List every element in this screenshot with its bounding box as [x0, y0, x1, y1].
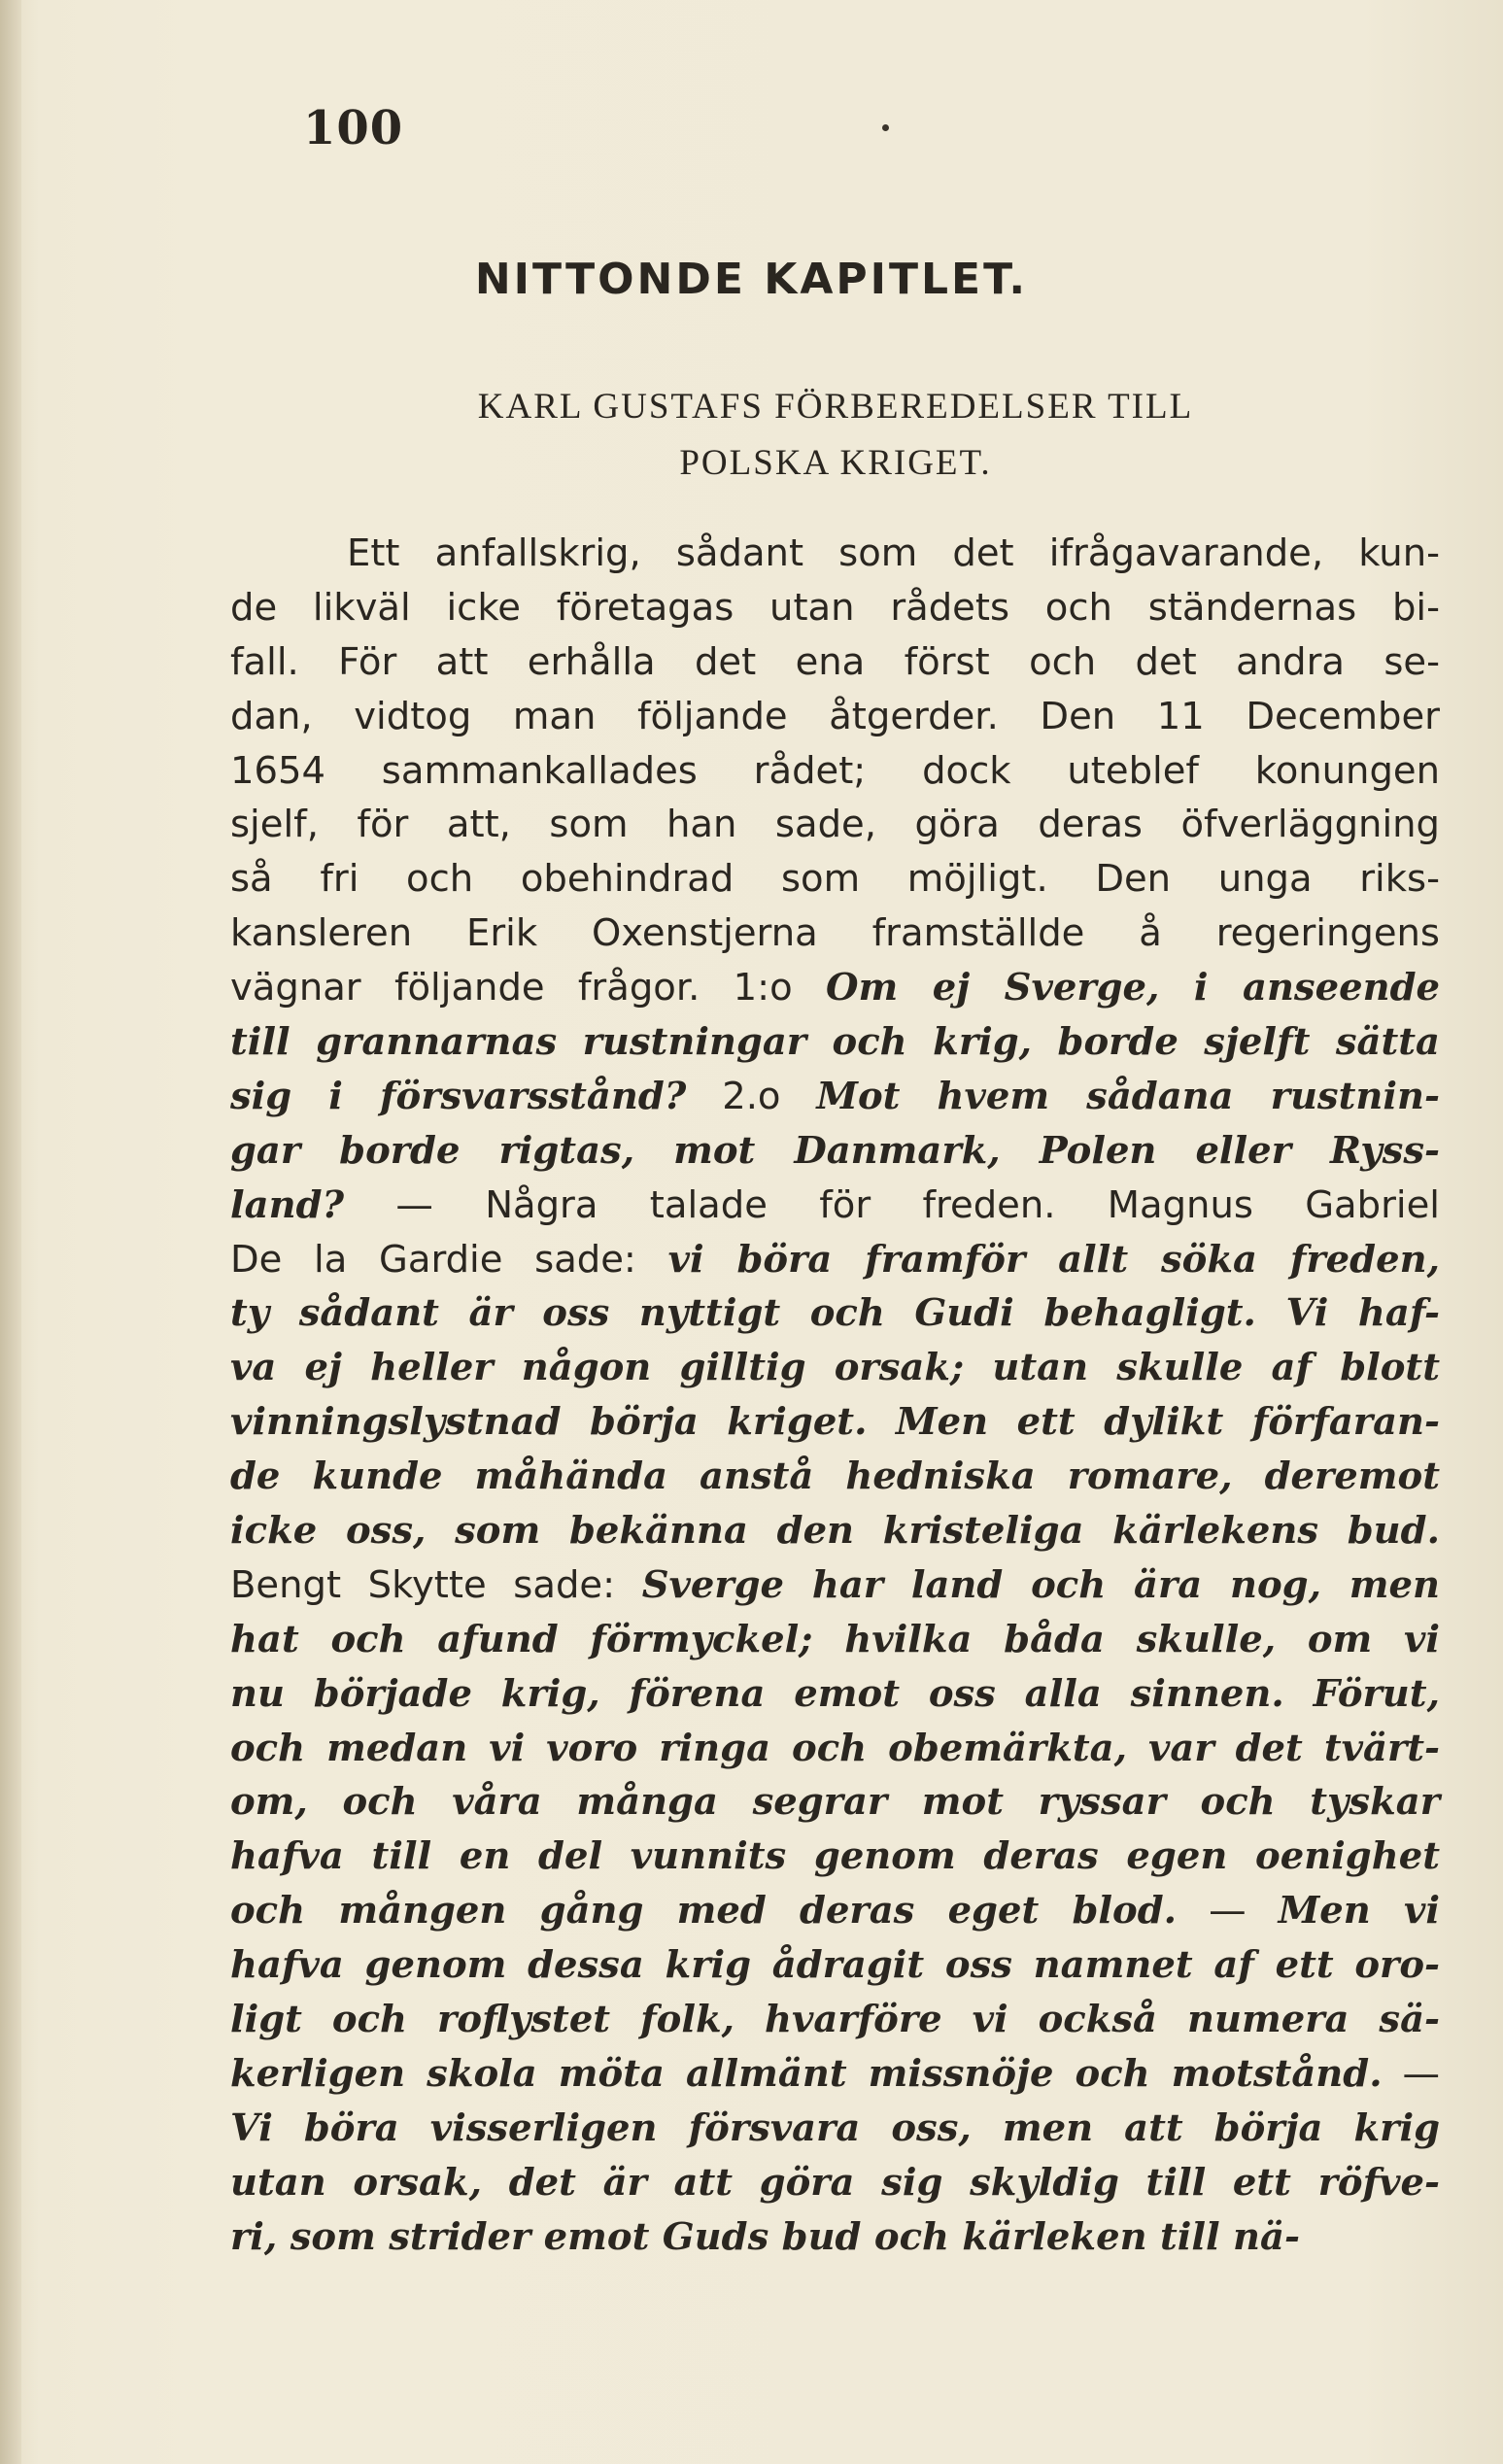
- text-line: [230, 1179, 1440, 1233]
- italic-text-segment: Mot hvem sådana rustnin-: [816, 1074, 1440, 1118]
- body-text: [230, 527, 1440, 2265]
- italic-text-segment: ligt och roflystet folk, hvarföre vi också numera sä-: [230, 1998, 1440, 2042]
- italic-text-segment: Vi böra visserligen försvara oss, men att börja krig: [230, 2105, 1440, 2150]
- text-segment: så fri och obehindrad som möjligt. Den unga riks-: [230, 857, 1440, 902]
- text-segment: dan, vidtog man följande åtgerder. Den 11 December: [230, 694, 1440, 738]
- italic-text-segment: nu började krig, förena emot oss alla sinnen. Förut,: [230, 1671, 1440, 1716]
- italic-text-segment: Om ej Sverge, i anseende: [826, 966, 1441, 1010]
- text-line: [230, 1722, 1440, 1776]
- italic-text-segment: och medan vi voro ringa och obemärkta, var det tvärt-: [230, 1726, 1440, 1770]
- text-segment: De la Gardie sade:: [230, 1237, 668, 1282]
- text-segment: vägnar följande frågor. 1:o: [230, 966, 827, 1010]
- text-segment: kansleren Erik Oxenstjerna framställde å regeringens: [230, 911, 1440, 956]
- chapter-subtitle-line: POLSKA KRIGET.: [679, 443, 992, 483]
- italic-text-segment: om, och våra många segrar mot ryssar och tyskar: [230, 1780, 1440, 1825]
- text-line: [230, 1504, 1440, 1558]
- text-segment: —: [1177, 1889, 1279, 1934]
- text-line: [230, 798, 1440, 852]
- text-line: [230, 2156, 1440, 2210]
- text-line: [230, 1124, 1440, 1179]
- italic-text-segment: Men vi: [1278, 1889, 1440, 1934]
- text-segment: Bengt Skytte sade:: [230, 1562, 642, 1607]
- ink-dot: [882, 124, 889, 131]
- text-segment: sjelf, för att, som han sade, göra deras öfverläggning: [230, 803, 1440, 847]
- italic-text-segment: till grannarnas rustningar och krig, borde sjelft sätta: [230, 1020, 1440, 1065]
- text-line: [230, 1830, 1440, 1884]
- italic-text-segment: vinningslystnad börja kriget. Men ett dylikt förfaran-: [230, 1400, 1440, 1445]
- text-line: [230, 1015, 1440, 1070]
- text-line: [230, 1341, 1440, 1395]
- text-segment: de likväl icke företagas utan rådets och ständernas bi-: [230, 585, 1440, 630]
- italic-text-segment: och mången gång med deras eget blod.: [230, 1889, 1178, 1934]
- italic-text-segment: icke oss, som bekänna den kristeliga kärlekens bud.: [230, 1509, 1440, 1554]
- text-line: [230, 1884, 1440, 1938]
- italic-text-segment: Sverge har land och ära nog, men: [641, 1562, 1440, 1607]
- page-binding-edge: [0, 0, 21, 2464]
- text-line: [230, 1667, 1440, 1722]
- italic-text-segment: vi böra framför allt söka freden,: [667, 1237, 1440, 1282]
- italic-text-segment: hafva genom dessa krig ådragit oss namnet af ett oro-: [230, 1943, 1440, 1988]
- text-line: [230, 1395, 1440, 1450]
- text-line: [230, 690, 1440, 744]
- text-line: [230, 1993, 1440, 2047]
- page-number: 100: [303, 101, 404, 155]
- text-line: [230, 744, 1440, 799]
- text-segment: 2.o: [686, 1074, 817, 1118]
- chapter-subtitle: [364, 379, 1307, 492]
- text-line: [230, 961, 1440, 1015]
- italic-text-segment: hafva till en del vunnits genom deras egen oenighet: [230, 1834, 1440, 1879]
- text-line: [230, 2047, 1440, 2102]
- italic-text-segment: gar borde rigtas, mot Danmark, Polen eller Ryss-: [230, 1128, 1440, 1173]
- chapter-title: NITTONDE KAPITLET.: [474, 255, 1029, 304]
- text-line: [230, 1938, 1440, 1993]
- text-segment: Ett anfallskrig, sådant som det ifrågavarande, kun-: [347, 531, 1440, 575]
- text-line: [230, 635, 1440, 690]
- chapter-subtitle-line: KARL GUSTAFS FÖRBEREDELSER TILL: [477, 387, 1194, 427]
- italic-text-segment: sig i försvarsstånd?: [230, 1074, 687, 1118]
- text-line: [230, 581, 1440, 635]
- italic-text-segment: ri, som strider emot Guds bud och kärleken till nä-: [230, 2214, 1300, 2259]
- italic-text-segment: de kunde måhända anstå hedniska romare, deremot: [230, 1454, 1440, 1499]
- italic-text-segment: land?: [230, 1182, 345, 1227]
- text-line: [230, 2210, 1440, 2265]
- text-segment: 1654 sammankallades rådet; dock uteblef konungen: [230, 748, 1440, 793]
- italic-text-segment: ty sådant är oss nyttigt och Gudi behagligt. Vi haf-: [230, 1291, 1440, 1336]
- text-line: [230, 1450, 1440, 1504]
- text-segment: —: [1382, 2051, 1440, 2096]
- italic-text-segment: hat och afund förmyckel; hvilka båda skulle, om vi: [230, 1617, 1440, 1661]
- text-line: [230, 1070, 1440, 1124]
- text-line: [230, 1775, 1440, 1830]
- text-line: [230, 1233, 1440, 1287]
- italic-text-segment: kerligen skola möta allmänt missnöje och motstånd.: [230, 2051, 1383, 2096]
- text-line: [230, 852, 1440, 907]
- text-line: [230, 527, 1440, 581]
- text-segment: fall. För att erhålla det ena först och det andra se-: [230, 639, 1440, 684]
- italic-text-segment: utan orsak, det är att göra sig skyldig till ett röfve-: [230, 2160, 1440, 2205]
- text-line: [230, 1613, 1440, 1667]
- text-line: [230, 1286, 1440, 1341]
- text-line: [230, 1558, 1440, 1613]
- text-line: [230, 2102, 1440, 2156]
- text-segment: — Några talade för freden. Magnus Gabriel: [344, 1182, 1440, 1227]
- italic-text-segment: va ej heller någon gilltig orsak; utan skulle af blott: [230, 1346, 1440, 1390]
- text-line: [230, 907, 1440, 961]
